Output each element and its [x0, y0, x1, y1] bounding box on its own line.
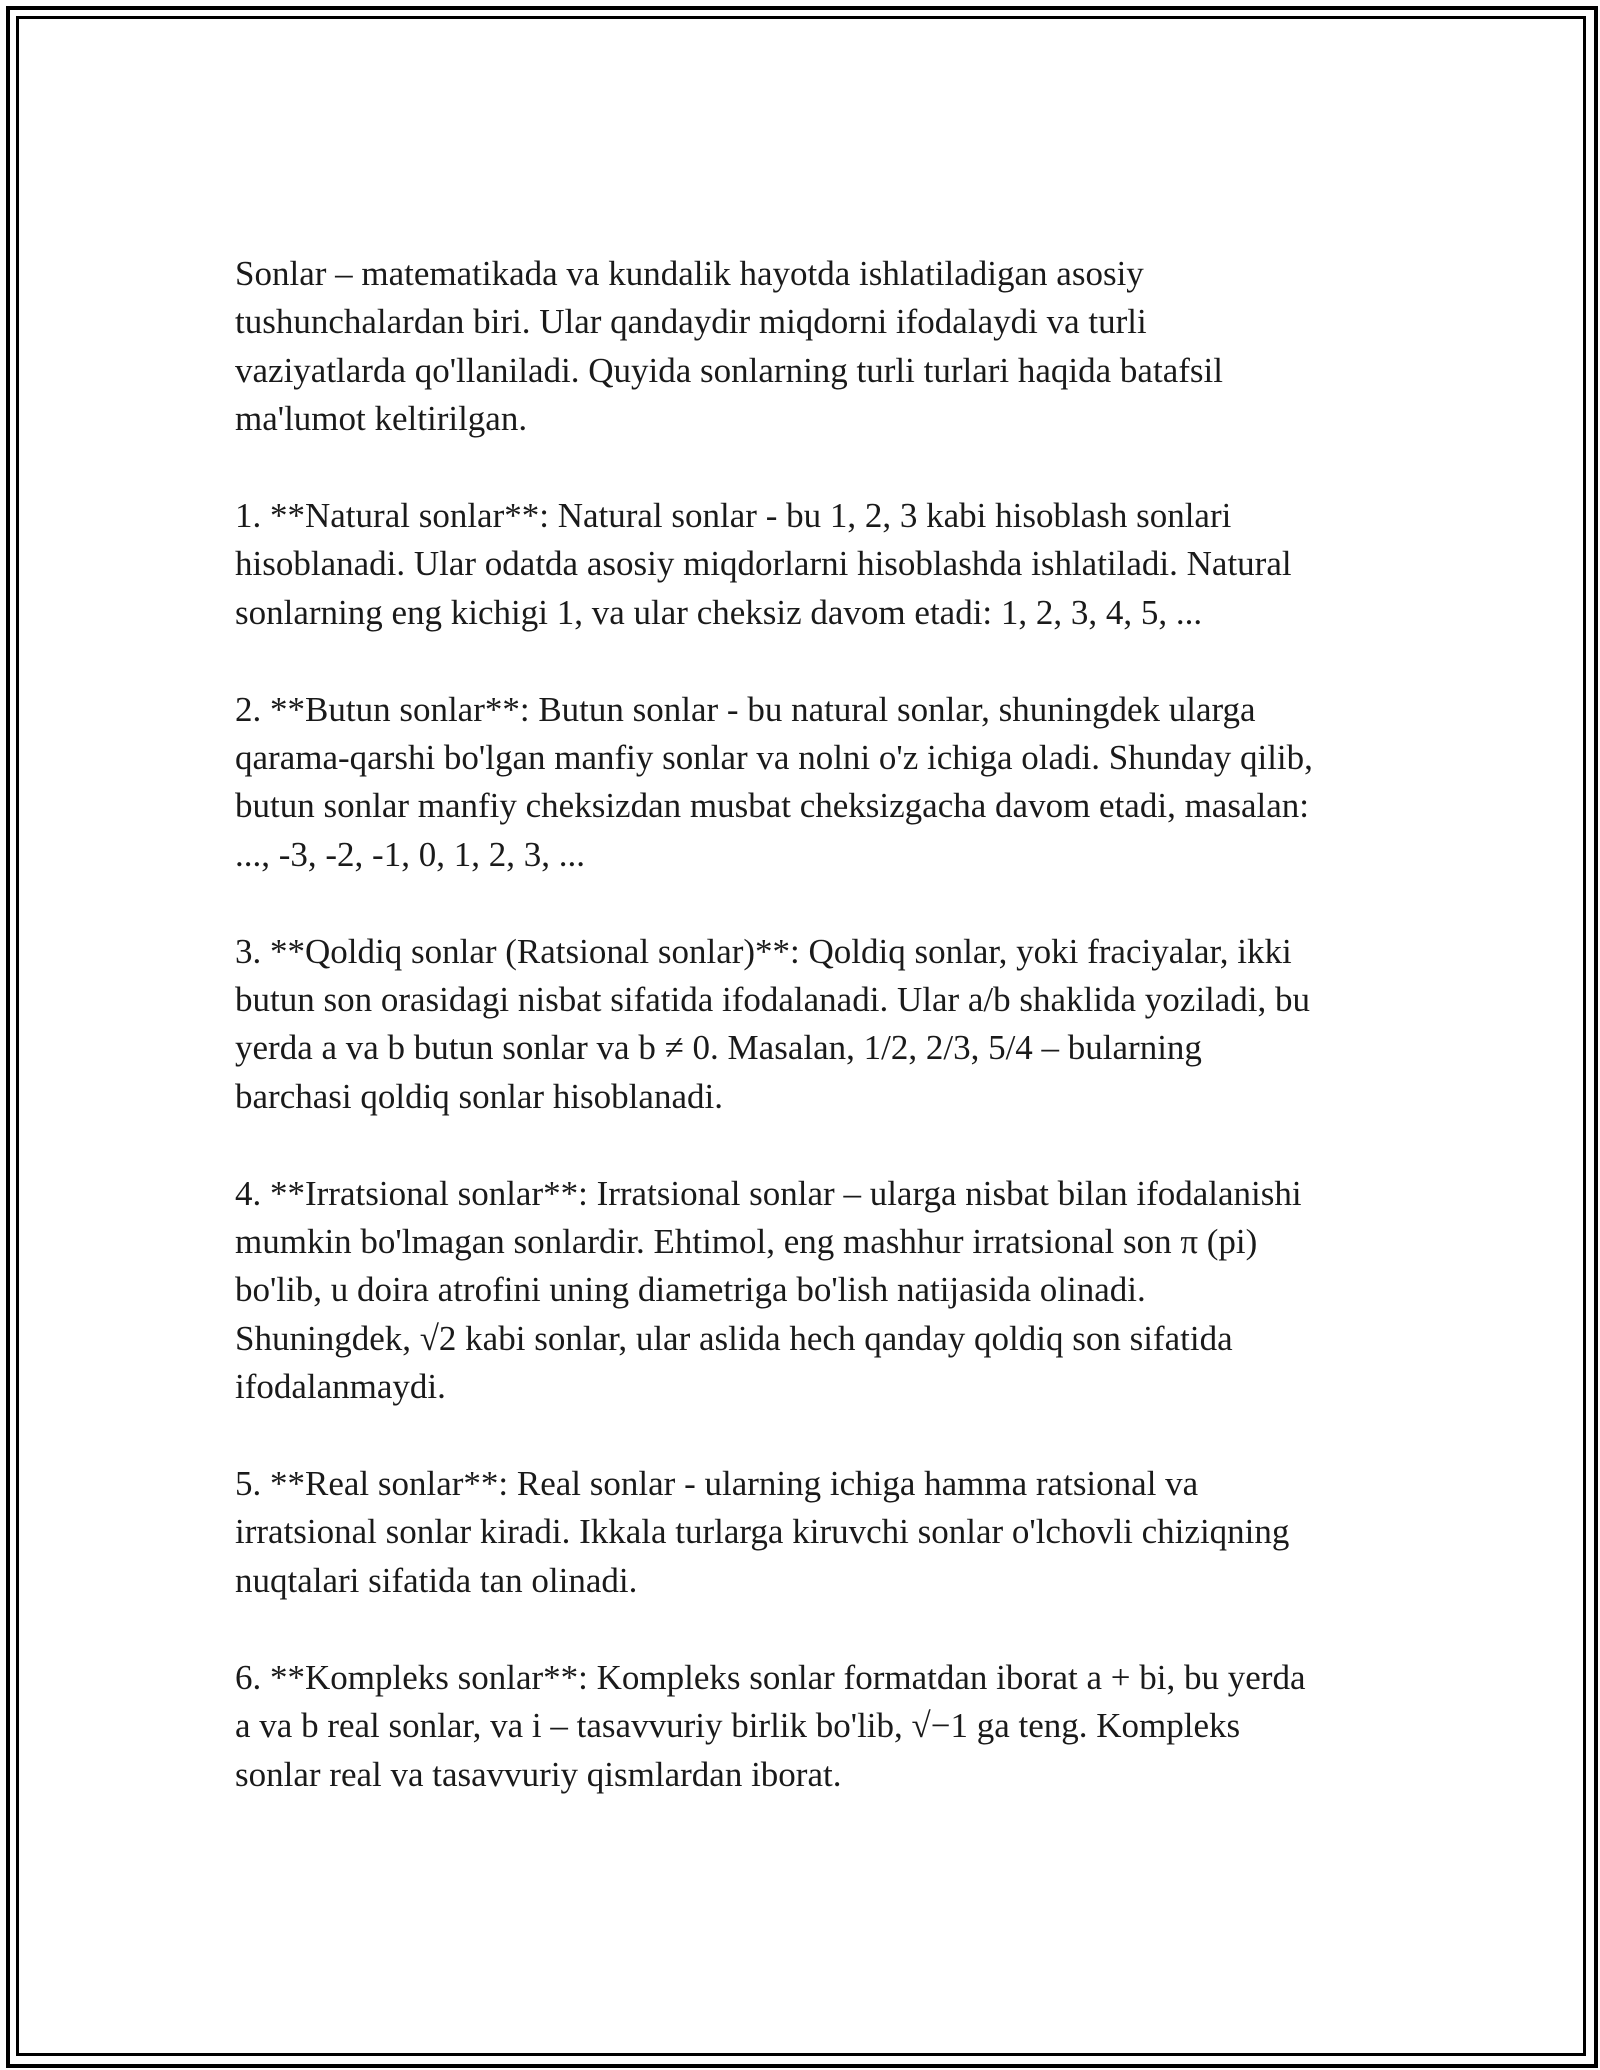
rational-numbers-paragraph: 3. **Qoldiq sonlar (Ratsional sonlar)**: Qoldiq sonlar, yoki fraciyalar, ikki butun son orasidagi nisbat sifatida ifodalanadi. Ular a/b shaklida yoziladi, bu yerda a va b butun sonlar va b ≠ 0. Masalan, 1/2, 2/3, 5/4 – bularning barchasi qoldiq sonlar hisoblanadi.	[235, 931, 1311, 1116]
integers-paragraph: 2. **Butun sonlar**: Butun sonlar - bu natural sonlar, shuningdek ularga qarama-qarshi bo'lgan manfiy sonlar va nolni o'z ichiga oladi. Shunday qilib, butun sonlar manfiy cheksizdan musbat cheksizgacha davom etadi, masalan: ..., -3, -2, -1, 0, 1, 2, 3, ...	[235, 689, 1313, 874]
document-body	[235, 250, 1385, 1847]
irrational-numbers-paragraph: 4. **Irratsional sonlar**: Irratsional sonlar – ularga nisbat bilan ifodalanishi mumkin bo'lmagan sonlardir. Ehtimol, eng mashhur irratsional son π (pi) bo'lib, u doira atrofini uning diametriga bo'lish natijasida olinadi. Shuningdek, √2 kabi sonlar, ular aslida hech qanday qoldiq son sifatida ifodalanmaydi.	[235, 1173, 1302, 1407]
intro-paragraph: Sonlar – matematikada va kundalik hayotda ishlatiladigan asosiy tushunchalardan biri. Ular qandaydir miqdorni ifodalaydi va turli vaziyatlarda qo'llaniladi. Quyida sonlarning turli turlari haqida batafsil ma'lumot keltirilgan.	[235, 254, 1223, 439]
real-numbers-paragraph: 5. **Real sonlar**: Real sonlar - ularning ichiga hamma ratsional va irratsional sonlar kiradi. Ikkala turlarga kiruvchi sonlar o'lchovli chiziqning nuqtalari sifatida tan olinadi.	[235, 1464, 1290, 1600]
complex-numbers-paragraph: 6. **Kompleks sonlar**: Kompleks sonlar formatdan iborat a + bi, bu yerda a va b real sonlar, va i – tasavvuriy birlik bo'lib, √−1 ga teng. Kompleks sonlar real va tasavvuriy qismlardan iborat.	[235, 1657, 1306, 1794]
natural-numbers-paragraph: 1. **Natural sonlar**: Natural sonlar - bu 1, 2, 3 kabi hisoblash sonlari hisoblanadi. Ular odatda asosiy miqdorlarni hisoblashda ishlatiladi. Natural sonlarning eng kichigi 1, va ular cheksiz davom etadi: 1, 2, 3, 4, 5, ...	[235, 496, 1292, 632]
